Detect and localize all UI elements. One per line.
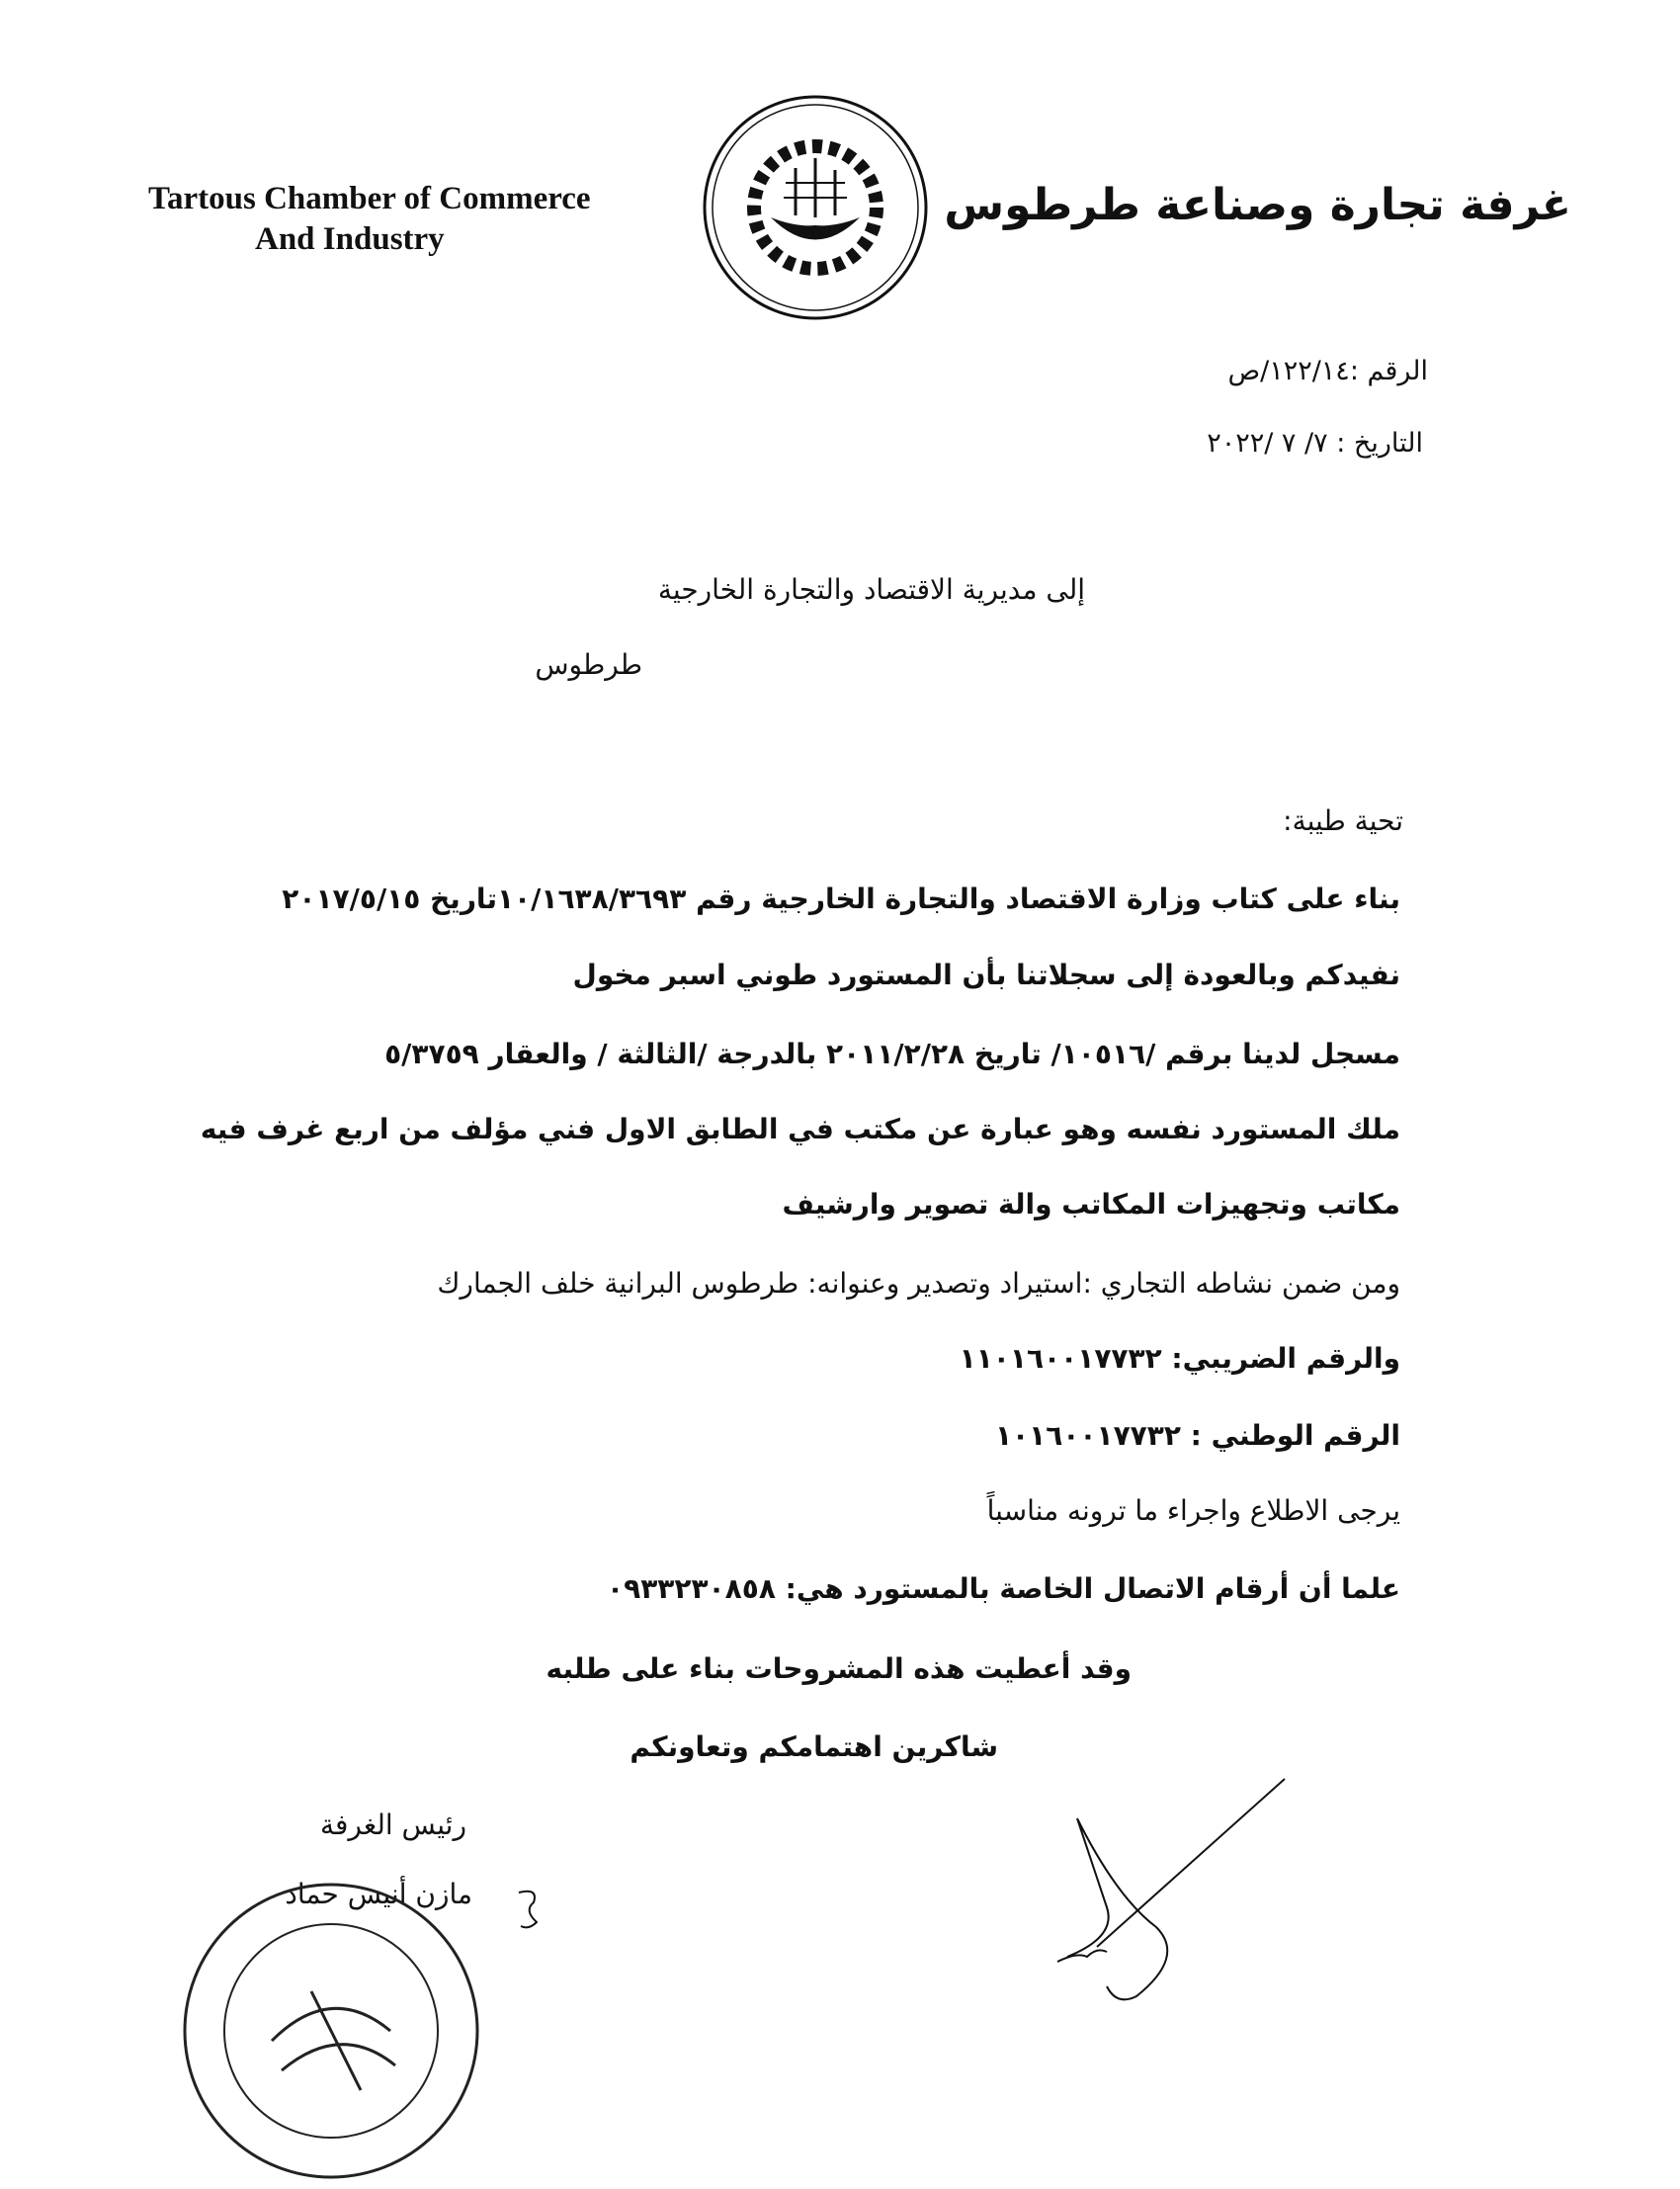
signature [1038,1759,1334,2016]
english-name-line2: And Industry [255,221,445,257]
handwritten-mark [509,1883,548,1932]
body-line: ومن ضمن نشاطه التجاري :استيراد وتصدير وعنوانه: طرطوس البرانية خلف الجمارك [437,1267,1400,1300]
reference-date: التاريخ : ٧/ ٧ /٢٠٢٢ [1207,428,1423,459]
signatory-name: مازن أنيس حماد [285,1878,472,1910]
body-line: بناء على كتاب وزارة الاقتصاد والتجارة الخارجية رقم ١٠/١٦٣٨/٣٦٩٣تاريخ ٢٠١٧/٥/١٥ [282,883,1400,915]
reference-number: الرقم :١٢٢/١٤/ص [1227,356,1428,386]
chamber-logo [697,89,934,326]
addressee-line1: إلى مديرية الاقتصاد والتجارة الخارجية [657,573,1085,606]
body-line: مسجل لدينا برقم /١٠٥١٦/ تاريخ ٢٠١١/٢/٢٨ بالدرجة /الثالثة / والعقار ٥/٣٧٥٩ [384,1038,1400,1070]
body-line: يرجى الاطلاع واجراء ما ترونه مناسباً [986,1494,1400,1527]
english-name-line1: Tartous Chamber of Commerce [148,181,591,216]
official-stamp [173,1873,489,2189]
contact-number-line: علما أن أرقام الاتصال الخاصة بالمستورد هي: ٠٩٣٣٢٣٠٨٥٨ [607,1572,1400,1605]
addressee-line2: طرطوس [535,648,642,681]
body-line: ملك المستورد نفسه وهو عبارة عن مكتب في الطابق الاول فني مؤلف من اربع غرف فيه [200,1113,1400,1145]
national-number-line: الرقم الوطني : ١٠١٦٠٠١٧٧٣٢ [994,1419,1400,1452]
closing-line: وقد أعطيت هذه المشروحات بناء على طلبه [546,1652,1132,1685]
greeting: تحية طيبة: [1283,804,1403,837]
closing-line: شاكرين اهتمامكم وتعاونكم [630,1730,998,1763]
body-line: مكاتب وتجهيزات المكاتب والة تصوير وارشيف [782,1188,1400,1221]
arabic-chamber-name: غرفة تجارة وصناعة طرطوس [944,180,1571,230]
body-line: نفيدكم وبالعودة إلى سجلاتنا بأن المستورد طوني اسبر مخول [572,959,1400,991]
tax-number-line: والرقم الضريبي: ١١٠١٦٠٠١٧٧٣٢ [959,1342,1400,1375]
signatory-title: رئيس الغرفة [319,1809,466,1841]
